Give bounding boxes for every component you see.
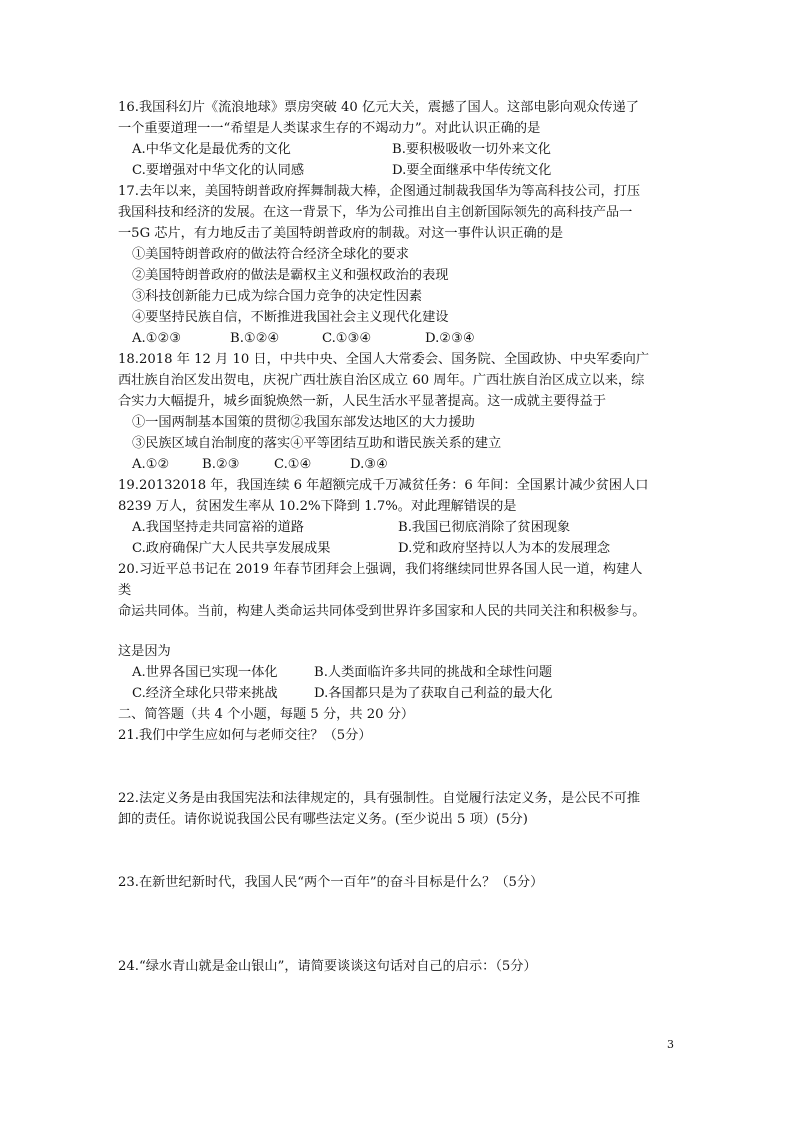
q18-stem-line3: 合实力大幅提升，城乡面貌焕然一新，人民生活水平显著提高。这一成就主要得益于: [118, 394, 606, 409]
page-number: 3: [667, 1038, 674, 1051]
q17-stem-line2: 我国科技和经济的发展。在这一背景下，华为公司推出自主创新国际领先的高科技产品一: [118, 205, 633, 220]
q17-stem-line3: 一5G 芯片，有力地反击了美国特朗普政府的制裁。对这一事件认识正确的是: [118, 226, 564, 241]
q19-stem-line2: 8239 万人，贫困发生率从 10.2%下降到 1.7%。对此理解错误的是: [118, 499, 517, 514]
q22-stem-line2: 卸的责任。请你说说我国公民有哪些法定义务。(至少说出 5 项）(5分): [118, 812, 528, 827]
q17-item-1: ①美国特朗普政府的做法符合经济全球化的要求: [132, 247, 409, 262]
q22-stem-line1: 22.法定义务是由我国宪法和法律规定的，具有强制性。自觉履行法定义务，是公民不可推: [118, 791, 641, 806]
q18-item-3-4: ③民族区域自治制度的落实④平等团结互助和谐民族关系的建立: [132, 436, 502, 451]
q17-option-a: A.①②③: [132, 331, 182, 346]
q20-option-b: B.人类面临许多共同的挑战和全球性问题: [314, 665, 553, 680]
q19-stem-line1: 19.20132018 年，我国连续 6 年超额完成千万减贫任务：6 年间：全国累计减少贫困人口: [118, 478, 649, 493]
q20-option-a: A.世界各国已实现一体化: [132, 665, 278, 680]
q19-option-c: C.政府确保广大人民共享发展成果: [132, 541, 331, 556]
q17-option-d: D.②③④: [425, 331, 475, 346]
q16-option-c: C.要增强对中华文化的认同感: [132, 163, 305, 178]
q19-option-a: A.我国坚持走共同富裕的道路: [132, 520, 304, 535]
q16-option-a: A.中华文化是最优秀的文化: [132, 142, 291, 157]
section-heading: 二、简答题（共 4 个小题，每题 5 分，共 20 分）: [118, 707, 415, 722]
q17-stem-line1: 17.去年以来，美国特朗普政府挥舞制裁大棒，企图通过制裁我国华为等高科技公司，打压: [118, 184, 641, 199]
q18-stem-line2: 西壮族自治区发出贺电，庆祝广西壮族自治区成立 60 周年。广西壮族自治区成立以来，综: [118, 373, 645, 388]
q18-option-b: B.②③: [202, 457, 240, 472]
q17-item-3: ③科技创新能力已成为综合国力竞争的决定性因素: [132, 289, 423, 304]
q18-option-c: C.①④: [274, 457, 312, 472]
q20-stem-line4: 这是因为: [118, 644, 171, 659]
q17-item-2: ②美国特朗普政府的做法是霸权主义和强权政治的表现: [132, 268, 449, 283]
q20-stem-line1: 20.习近平总书记在 2019 年春节团拜会上强调，我们将继续同世界各国人民一道，构建人: [118, 562, 643, 577]
q18-item-1-2: ①一国两制基本国策的贯彻②我国东部发达地区的大力援助: [132, 415, 475, 430]
q20-option-c: C.经济全球化只带来挑战: [132, 686, 278, 701]
q20-stem-line2: 类: [118, 583, 132, 598]
q18-stem-line1: 18.2018 年 12 月 10 日，中共中央、全国人大常委会、国务院、全国政协、中央军委向广: [118, 352, 650, 367]
q17-item-4: ④要坚持民族自信，不断推进我国社会主义现代化建设: [132, 310, 449, 325]
q19-option-b: B.我国已彻底消除了贫困现象: [398, 520, 571, 535]
q16-stem-line2: 一个重要道理一一“希望是人类谋求生存的不竭动力”。对此认识正确的是: [118, 121, 541, 136]
q19-option-d: D.党和政府坚持以人为本的发展理念: [398, 541, 611, 556]
q18-option-a: A.①②: [132, 457, 170, 472]
q21-stem: 21.我们中学生应如何与老师交往？（5分）: [118, 728, 372, 743]
q16-option-d: D.要全面继承中华传统文化: [392, 163, 552, 178]
q18-option-d: D.③④: [350, 457, 388, 472]
q23-stem: 23.在新世纪新时代，我国人民“两个一百年”的奋斗目标是什么？（5分）: [118, 875, 544, 890]
q20-option-d: D.各国都只是为了获取自己利益的最大化: [314, 686, 553, 701]
q24-stem: 24.“绿水青山就是金山银山”，请简要谈谈这句话对自己的启示：（5分）: [118, 959, 537, 974]
q16-option-b: B.要积极吸收一切外来文化: [392, 142, 551, 157]
q17-option-c: C.①③④: [322, 331, 372, 346]
q16-stem-line1: 16.我国科幻片《流浪地球》票房突破 40 亿元大关，震撼了国人。这部电影向观众传递了: [118, 100, 639, 115]
q20-stem-line3: 命运共同体。当前，构建人类命运共同体受到世界许多国家和人民的共同关注和积极参与。: [118, 604, 646, 619]
q17-option-b: B.①②④: [230, 331, 280, 346]
